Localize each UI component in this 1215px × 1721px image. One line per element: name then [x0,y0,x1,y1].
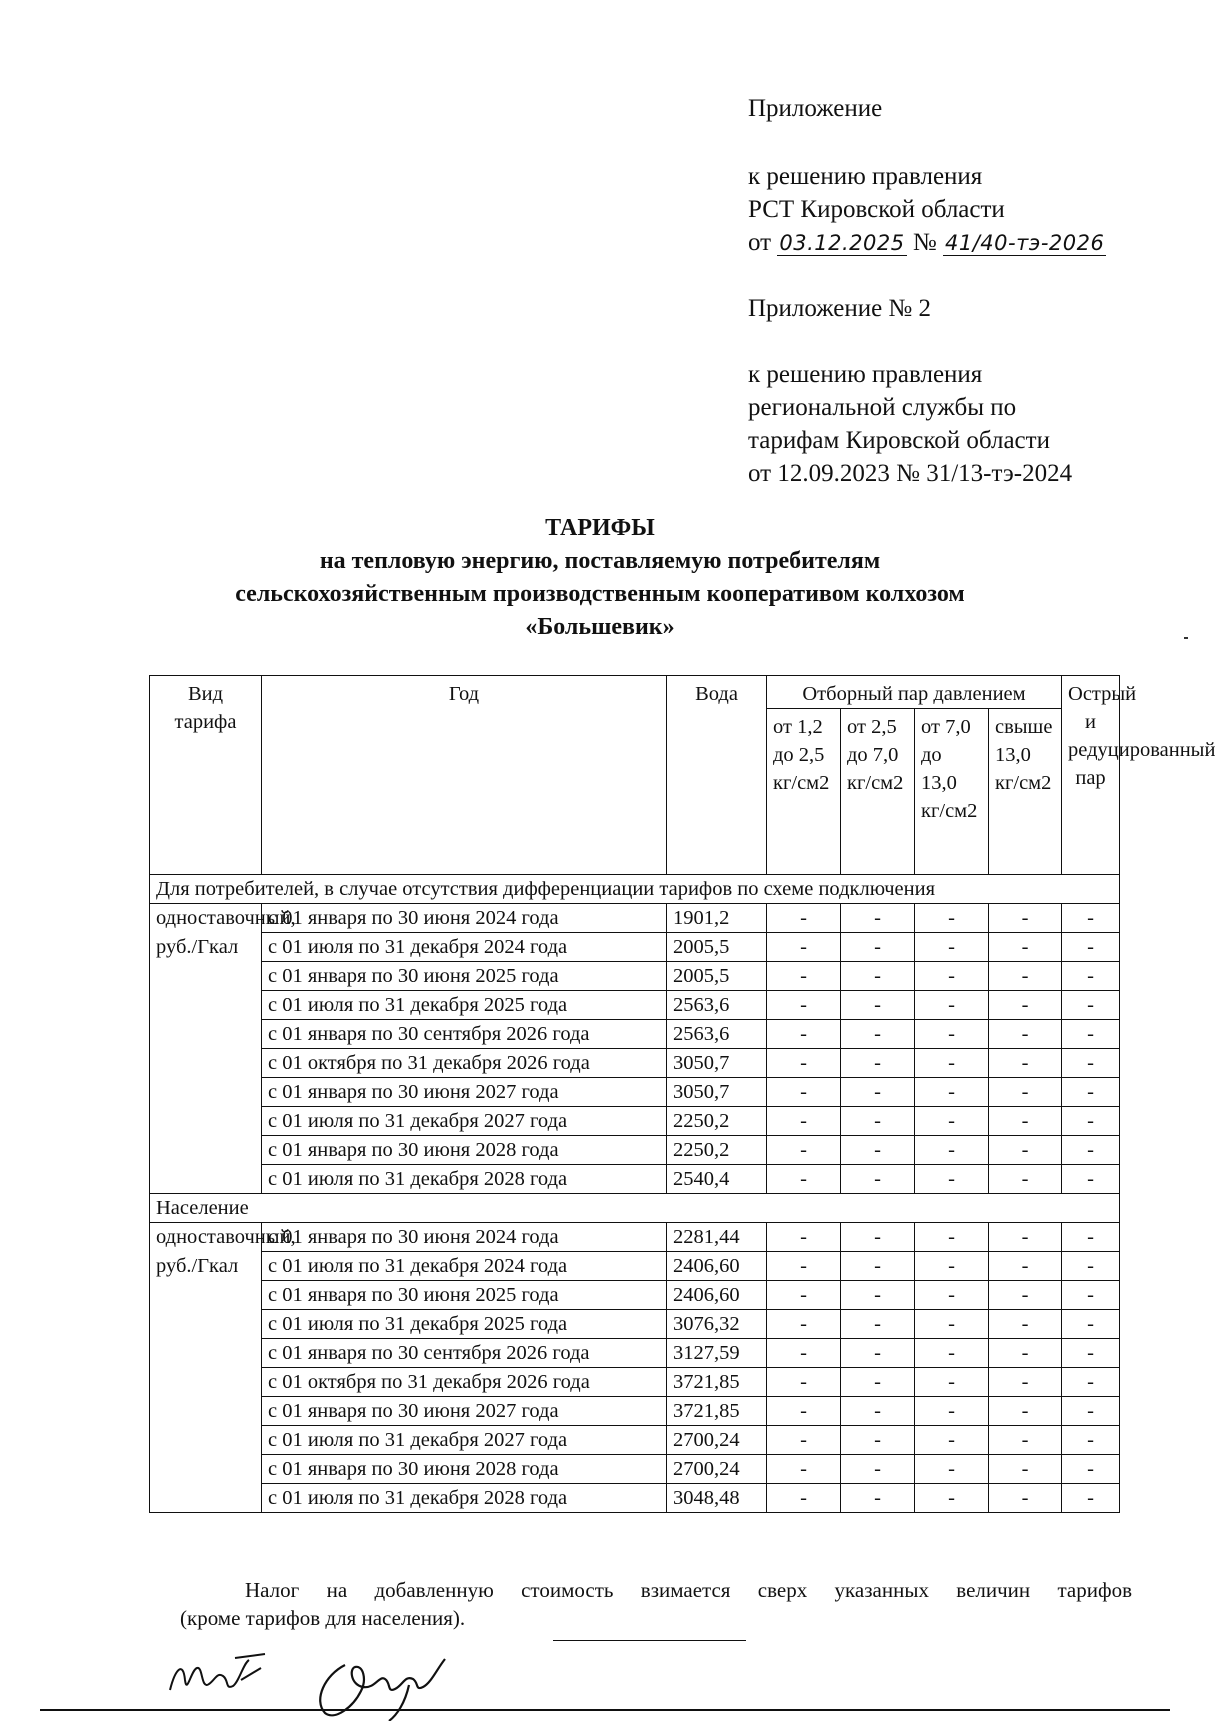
table-row [150,1339,1120,1368]
period-cell: с 01 января по 30 сентября 2026 года [262,1020,667,1049]
sharp-steam-cell: - [1062,1310,1120,1339]
water-value-cell: 3048,48 [667,1484,767,1513]
title-main: ТАРИФЫ [545,515,655,541]
period-cell: с 01 июля по 31 декабря 2028 года [262,1165,667,1194]
period-cell: с 01 июля по 31 декабря 2025 года [262,1310,667,1339]
decision-line-1: к решению правления [748,163,983,190]
period-cell: с 01 июля по 31 декабря 2025 года [262,991,667,1020]
steam-p1-cell: - [767,1223,841,1252]
steam-p4-cell: - [989,1339,1062,1368]
period-cell: с 01 января по 30 июня 2028 года [262,1455,667,1484]
steam-p4-cell: - [989,1107,1062,1136]
period-cell: с 01 октября по 31 декабря 2026 года [262,1368,667,1397]
sharp-steam-cell: - [1062,1020,1120,1049]
table-header [150,676,1215,875]
header-pressure-3: от 7,0 до 13,0 кг/см2 [915,709,989,875]
sharp-steam-cell: - [1062,991,1120,1020]
steam-p3-cell: - [915,1368,989,1397]
period-cell: с 01 января по 30 июня 2025 года [262,1281,667,1310]
date-prefix: от [748,229,772,256]
steam-p1-cell: - [767,904,841,933]
steam-p4-cell: - [989,1281,1062,1310]
section-row [150,875,1120,904]
period-cell: с 01 июля по 31 декабря 2028 года [262,1484,667,1513]
table-row [150,962,1120,991]
appendix-title: Приложение [748,95,883,122]
table-row [150,1165,1120,1194]
header-steam-group: Отборный пар давлением [767,676,1062,709]
table-row [150,991,1120,1020]
section-title: Для потребителей, в случае отсутствия дифференциации тарифов по схеме подключения [150,875,1120,904]
period-cell: с 01 января по 30 сентября 2026 года [262,1339,667,1368]
steam-p1-cell: - [767,1136,841,1165]
vat-note-line-2: (кроме тарифов для населения). [180,1606,466,1630]
signature-initials [165,1650,280,1710]
table-row [150,1426,1120,1455]
table-row [150,1368,1120,1397]
steam-p4-cell: - [989,1455,1062,1484]
steam-p2-cell: - [841,1223,915,1252]
steam-p3-cell: - [915,1107,989,1136]
steam-p1-cell: - [767,1252,841,1281]
steam-p2-cell: - [841,1339,915,1368]
table-row [150,1049,1120,1078]
steam-p3-cell: - [915,1281,989,1310]
water-value-cell: 2005,5 [667,933,767,962]
steam-p4-cell: - [989,991,1062,1020]
steam-p2-cell: - [841,1078,915,1107]
steam-p2-cell: - [841,1484,915,1513]
steam-p4-cell: - [989,1397,1062,1426]
header-sharp-steam: Острый и редуцированный пар [1062,676,1120,875]
sharp-steam-cell: - [1062,933,1120,962]
table-row [150,1281,1120,1310]
header-tariff-type: Вид тарифа [150,676,262,875]
steam-p2-cell: - [841,1252,915,1281]
steam-p4-cell: - [989,1049,1062,1078]
tariff-type-cell: одноставочный, руб./Гкал [150,904,262,1194]
period-cell: с 01 января по 30 июня 2024 года [262,1223,667,1252]
steam-p2-cell: - [841,1310,915,1339]
water-value-cell: 3050,7 [667,1049,767,1078]
period-cell: с 01 января по 30 июня 2027 года [262,1397,667,1426]
steam-p1-cell: - [767,1339,841,1368]
steam-p2-cell: - [841,904,915,933]
end-divider [553,1640,746,1641]
steam-p3-cell: - [915,1252,989,1281]
section-title: Население [150,1194,1120,1223]
period-cell: с 01 июля по 31 декабря 2027 года [262,1107,667,1136]
steam-p3-cell: - [915,933,989,962]
tariff-table [149,675,1215,1513]
water-value-cell: 2700,24 [667,1455,767,1484]
decision-date-line [748,226,1106,260]
steam-p2-cell: - [841,1107,915,1136]
header-appendix-2 [748,292,931,325]
steam-p1-cell: - [767,1484,841,1513]
header-decision [748,160,1106,260]
title-sub-2: сельскохозяйственным производственным кооперативом колхозом [235,581,965,607]
steam-p3-cell: - [915,1397,989,1426]
period-cell: с 01 января по 30 июня 2028 года [262,1136,667,1165]
document-title [150,512,1050,644]
steam-p1-cell: - [767,1020,841,1049]
table-row [150,1310,1120,1339]
steam-p2-cell: - [841,1049,915,1078]
period-cell: с 01 января по 30 июня 2027 года [262,1078,667,1107]
table-row [150,1455,1120,1484]
water-value-cell: 3050,7 [667,1078,767,1107]
steam-p2-cell: - [841,1020,915,1049]
header-water: Вода [667,676,767,875]
water-value-cell: 2563,6 [667,1020,767,1049]
vat-note-line-1: Налог на добавленную стоимость взимается сверх указанных величин тарифов [245,1578,1132,1602]
sharp-steam-cell: - [1062,1397,1120,1426]
sharp-steam-cell: - [1062,904,1120,933]
appendix2-line-3: тарифам Кировской области [748,427,1050,454]
water-value-cell: 1901,2 [667,904,767,933]
sharp-steam-cell: - [1062,1281,1120,1310]
table-row [150,1484,1120,1513]
header-pressure-1: от 1,2 до 2,5 кг/см2 [767,709,841,875]
header-appendix [748,92,882,125]
tariff-type-cell: одноставочный, руб./Гкал [150,1223,262,1513]
water-value-cell: 2406,60 [667,1252,767,1281]
period-cell: с 01 января по 30 июня 2025 года [262,962,667,991]
sharp-steam-cell: - [1062,1426,1120,1455]
steam-p1-cell: - [767,1310,841,1339]
table-row [150,933,1120,962]
sharp-steam-cell: - [1062,1368,1120,1397]
table-row [150,1107,1120,1136]
header-pressure-2: от 2,5 до 7,0 кг/см2 [841,709,915,875]
number-sign: № [912,229,937,256]
water-value-cell: 2005,5 [667,962,767,991]
water-value-cell: 2540,4 [667,1165,767,1194]
steam-p3-cell: - [915,1136,989,1165]
steam-p1-cell: - [767,991,841,1020]
steam-p1-cell: - [767,962,841,991]
steam-p2-cell: - [841,1136,915,1165]
table-row [150,1078,1120,1107]
appendix2-line-4: от 12.09.2023 № 31/13-тэ-2024 [748,460,1073,487]
steam-p4-cell: - [989,1223,1062,1252]
sharp-steam-cell: - [1062,1252,1120,1281]
steam-p4-cell: - [989,1252,1062,1281]
handwritten-date: 03.12.2025 [779,231,905,255]
steam-p4-cell: - [989,962,1062,991]
water-value-cell: 2281,44 [667,1223,767,1252]
steam-p1-cell: - [767,1165,841,1194]
steam-p3-cell: - [915,1484,989,1513]
water-value-cell: 2700,24 [667,1426,767,1455]
sharp-steam-cell: - [1062,1339,1120,1368]
table-row [150,1223,1120,1252]
table-row [150,1397,1120,1426]
scan-speck [1184,637,1188,639]
steam-p4-cell: - [989,1310,1062,1339]
steam-p2-cell: - [841,1455,915,1484]
table-row [150,904,1120,933]
steam-p2-cell: - [841,1426,915,1455]
steam-p4-cell: - [989,1165,1062,1194]
steam-p3-cell: - [915,1078,989,1107]
title-sub-3: «Большевик» [525,614,675,640]
period-cell: с 01 января по 30 июня 2024 года [262,904,667,933]
steam-p2-cell: - [841,1165,915,1194]
sharp-steam-cell: - [1062,1136,1120,1165]
steam-p1-cell: - [767,1455,841,1484]
sharp-steam-cell: - [1062,1049,1120,1078]
period-cell: с 01 октября по 31 декабря 2026 года [262,1049,667,1078]
steam-p1-cell: - [767,1049,841,1078]
header-pressure-4: свыше 13,0 кг/см2 [989,709,1062,875]
table-row [150,1252,1120,1281]
steam-p4-cell: - [989,1020,1062,1049]
sharp-steam-cell: - [1062,962,1120,991]
sharp-steam-cell: - [1062,1223,1120,1252]
steam-p4-cell: - [989,1136,1062,1165]
steam-p4-cell: - [989,1426,1062,1455]
vat-note [180,1576,1132,1632]
table-body [150,875,1120,1513]
sharp-steam-cell: - [1062,1165,1120,1194]
steam-p2-cell: - [841,1368,915,1397]
water-value-cell: 3127,59 [667,1339,767,1368]
steam-p4-cell: - [989,904,1062,933]
steam-p2-cell: - [841,1397,915,1426]
steam-p1-cell: - [767,1397,841,1426]
appendix2-line-2: региональной службы по [748,394,1017,421]
sharp-steam-cell: - [1062,1484,1120,1513]
decision-line-2: РСТ Кировской области [748,196,1005,223]
steam-p1-cell: - [767,1368,841,1397]
steam-p3-cell: - [915,904,989,933]
section-row [150,1194,1120,1223]
water-value-cell: 3076,32 [667,1310,767,1339]
steam-p4-cell: - [989,1368,1062,1397]
appendix2-line-1: к решению правления [748,361,983,388]
appendix2-title: Приложение № 2 [748,295,932,322]
steam-p4-cell: - [989,1078,1062,1107]
steam-p1-cell: - [767,1426,841,1455]
sharp-steam-cell: - [1062,1078,1120,1107]
sharp-steam-cell: - [1062,1455,1120,1484]
water-value-cell: 2250,2 [667,1136,767,1165]
steam-p3-cell: - [915,1223,989,1252]
sharp-steam-cell: - [1062,1107,1120,1136]
table-row [150,1136,1120,1165]
table-row [150,1020,1120,1049]
steam-p1-cell: - [767,933,841,962]
steam-p3-cell: - [915,1310,989,1339]
water-value-cell: 2563,6 [667,991,767,1020]
steam-p4-cell: - [989,1484,1062,1513]
period-cell: с 01 июля по 31 декабря 2024 года [262,1252,667,1281]
steam-p4-cell: - [989,933,1062,962]
header-year: Год [262,676,667,875]
water-value-cell: 3721,85 [667,1397,767,1426]
steam-p2-cell: - [841,962,915,991]
steam-p3-cell: - [915,1165,989,1194]
header-appendix-2-decision [748,358,1072,490]
steam-p3-cell: - [915,1339,989,1368]
handwritten-number: 41/40-тэ-2026 [944,231,1105,255]
bottom-rule [40,1709,1170,1711]
steam-p3-cell: - [915,1049,989,1078]
steam-p2-cell: - [841,991,915,1020]
steam-p3-cell: - [915,991,989,1020]
water-value-cell: 2406,60 [667,1281,767,1310]
period-cell: с 01 июля по 31 декабря 2027 года [262,1426,667,1455]
steam-p1-cell: - [767,1107,841,1136]
steam-p3-cell: - [915,962,989,991]
title-sub-1: на тепловую энергию, поставляемую потребителям [319,548,881,574]
steam-p3-cell: - [915,1020,989,1049]
steam-p3-cell: - [915,1426,989,1455]
steam-p1-cell: - [767,1078,841,1107]
steam-p3-cell: - [915,1455,989,1484]
water-value-cell: 2250,2 [667,1107,767,1136]
steam-p1-cell: - [767,1281,841,1310]
steam-p2-cell: - [841,933,915,962]
period-cell: с 01 июля по 31 декабря 2024 года [262,933,667,962]
steam-p2-cell: - [841,1281,915,1310]
water-value-cell: 3721,85 [667,1368,767,1397]
